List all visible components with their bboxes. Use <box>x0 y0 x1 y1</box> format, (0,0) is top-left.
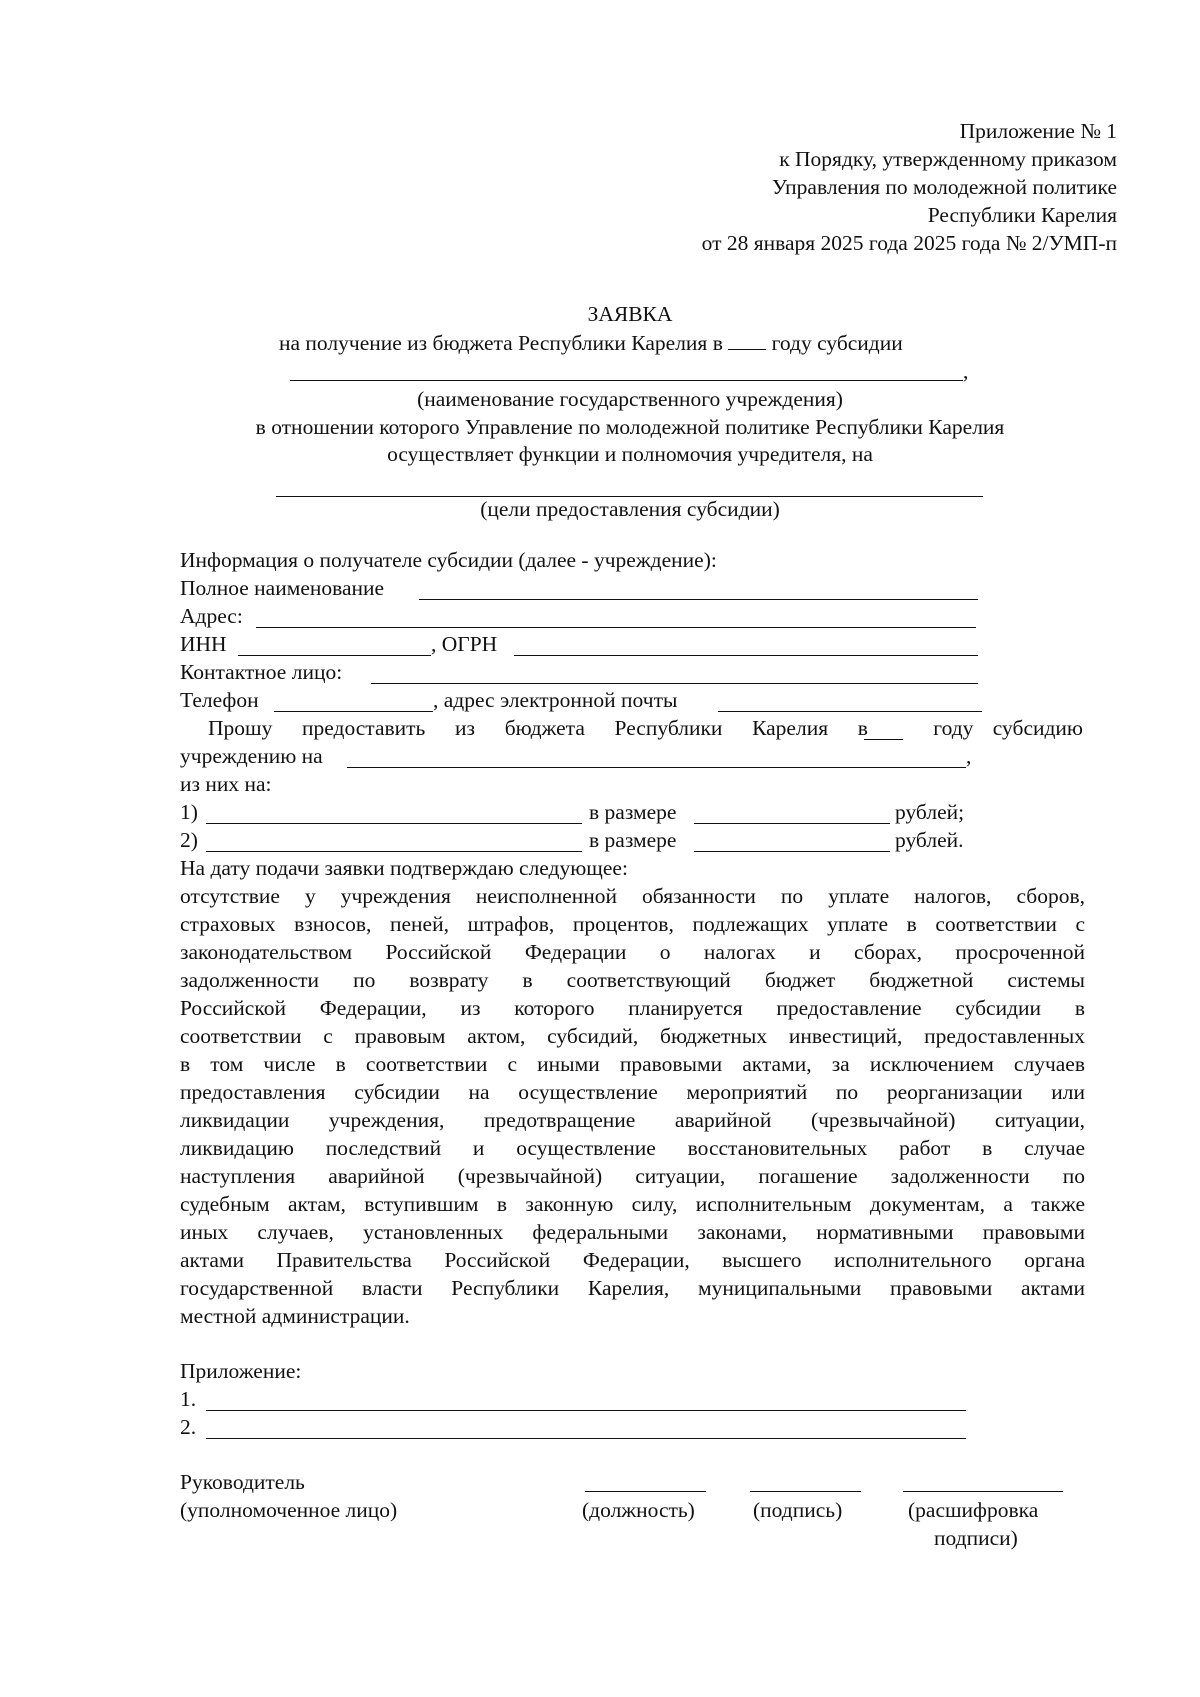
item-2-amount-field[interactable] <box>694 851 890 852</box>
request-word: из <box>455 716 476 740</box>
request-word: Карелия <box>752 716 829 740</box>
request-line-2-label: учреждению на <box>180 744 323 768</box>
signature-decode-hint-1: (расшифровка <box>908 1498 1039 1522</box>
title-subline-prefix: на получение из бюджета Республики Карелия в <box>279 331 723 355</box>
attachment-2-number: 2. <box>180 1415 197 1439</box>
signature-authorized-label: (уполномоченное лицо) <box>180 1498 398 1522</box>
confirm-heading: На дату подачи заявки подтверждаю следующее: <box>180 856 628 880</box>
comma: , <box>966 744 972 768</box>
attachments-heading: Приложение: <box>180 1359 302 1383</box>
confirm-line: иных случаев, установленных федеральными законами, нормативными правовыми <box>180 1220 1085 1244</box>
item-1-number: 1) <box>180 800 198 824</box>
confirm-line: ликвидацию последствий и осуществление восстановительных работ в случае <box>180 1136 1085 1160</box>
request-word: в <box>857 716 868 740</box>
signature-decode-hint-2: подписи) <box>934 1526 1018 1550</box>
request-word: Прошу <box>208 716 273 740</box>
confirm-line: судебным актам, вступившим в законную силу, исполнительным документам, а также <box>180 1192 1085 1216</box>
item-2-currency: рублей. <box>895 828 964 852</box>
contact-person-label: Контактное лицо: <box>180 660 343 684</box>
item-1-amount-label: в размере <box>589 800 677 824</box>
title-subline-suffix: году субсидии <box>771 331 903 355</box>
request-word: бюджета <box>504 716 585 740</box>
attachment-1-field[interactable] <box>206 1410 966 1411</box>
address-label: Адрес: <box>180 604 243 628</box>
phone-field[interactable] <box>274 711 433 712</box>
institution-name-hint: (наименование государственного учреждения) <box>417 387 843 411</box>
attachment-2-field[interactable] <box>206 1438 966 1439</box>
confirm-line: отсутствие у учреждения неисполненной обязанности по уплате налогов, сборов, <box>180 884 1085 908</box>
confirm-line: страховых взносов, пеней, штрафов, процентов, подлежащих уплате в соответствии с <box>180 912 1085 936</box>
confirm-line: ликвидации учреждения, предотвращение аварийной (чрезвычайной) ситуации, <box>180 1108 1085 1132</box>
email-field[interactable] <box>718 711 982 712</box>
signature-field[interactable] <box>750 1491 861 1492</box>
confirm-line: соответствии с правовым актом, субсидий, бюджетных инвестиций, предоставленных <box>180 1024 1085 1048</box>
confirm-last-line: местной администрации. <box>180 1304 410 1328</box>
request-year-field[interactable] <box>864 739 903 740</box>
relation-line-2: осуществляет функции и полномочия учредителя, на <box>387 442 873 466</box>
item-1-amount-field[interactable] <box>694 823 890 824</box>
document-title: ЗАЯВКА <box>587 302 673 326</box>
confirm-line: предоставления субсидии на осуществление мероприятий по реорганизации или <box>180 1080 1085 1104</box>
request-line-1 <box>208 715 868 743</box>
request-word: предоставить <box>302 716 426 740</box>
item-2-amount-label: в размере <box>589 828 677 852</box>
attachment-1-number: 1. <box>180 1387 197 1411</box>
address-field[interactable] <box>256 627 976 628</box>
appendix-number: Приложение № 1 <box>959 119 1117 143</box>
contact-person-field[interactable] <box>371 683 978 684</box>
full-name-field[interactable] <box>419 599 978 600</box>
inn-field[interactable] <box>238 655 431 656</box>
confirm-line: задолженности по возврату в соответствующий бюджет бюджетной системы <box>180 968 1085 992</box>
department-name: Управления по молодежной политике <box>771 175 1117 199</box>
confirm-line: в том числе в соответствии с иными правовыми актами, за исключением случаев <box>180 1052 1085 1076</box>
republic-name: Республики Карелия <box>927 203 1117 227</box>
item-1-purpose-field[interactable] <box>206 823 582 824</box>
request-purpose-field[interactable] <box>347 767 966 768</box>
position-field[interactable] <box>585 1491 706 1492</box>
ogrn-field[interactable] <box>514 655 978 656</box>
item-1-currency: рублей; <box>895 800 965 824</box>
full-name-label: Полное наименование <box>180 576 385 600</box>
order-reference: к Порядку, утвержденному приказом <box>779 147 1117 171</box>
position-hint: (должность) <box>582 1498 695 1522</box>
request-word: Республики <box>614 716 723 740</box>
confirm-line: актами Правительства Российской Федерации, высшего исполнительного органа <box>180 1248 1085 1272</box>
of-them-label: из них на: <box>180 772 272 796</box>
request-line-1-end: году субсидию <box>933 716 1083 740</box>
year-blank[interactable] <box>728 329 766 350</box>
item-2-purpose-field[interactable] <box>206 851 582 852</box>
email-label: , адрес электронной почты <box>433 688 678 712</box>
confirm-line: наступления аварийной (чрезвычайной) ситуации, погашение задолженности по <box>180 1164 1085 1188</box>
signature-head-label: Руководитель <box>180 1470 305 1494</box>
signature-decode-field[interactable] <box>903 1491 1063 1492</box>
recipient-info-heading: Информация о получателе субсидии (далее - учреждение): <box>180 548 717 572</box>
signature-hint: (подпись) <box>753 1498 843 1522</box>
subsidy-goals-hint: (цели предоставления субсидии) <box>480 497 780 521</box>
title-subline <box>279 329 903 358</box>
confirm-line: законодательством Российской Федерации о налогах и сборах, просроченной <box>180 940 1085 964</box>
order-date: от 28 января 2025 года 2025 года № 2/УМП-п <box>701 231 1117 255</box>
institution-name-blank[interactable] <box>290 380 963 381</box>
confirm-line: государственной власти Республики Карелия, муниципальными правовыми актами <box>180 1276 1085 1300</box>
relation-line-1: в отношении которого Управление по молодежной политике Республики Карелия <box>255 415 1005 439</box>
comma: , <box>963 359 969 383</box>
inn-label: ИНН <box>180 632 227 656</box>
phone-label: Телефон <box>180 688 259 712</box>
ogrn-label: , ОГРН <box>431 632 498 656</box>
confirm-line: Российской Федерации, из которого планируется предоставление субсидии в <box>180 996 1085 1020</box>
item-2-number: 2) <box>180 828 198 852</box>
